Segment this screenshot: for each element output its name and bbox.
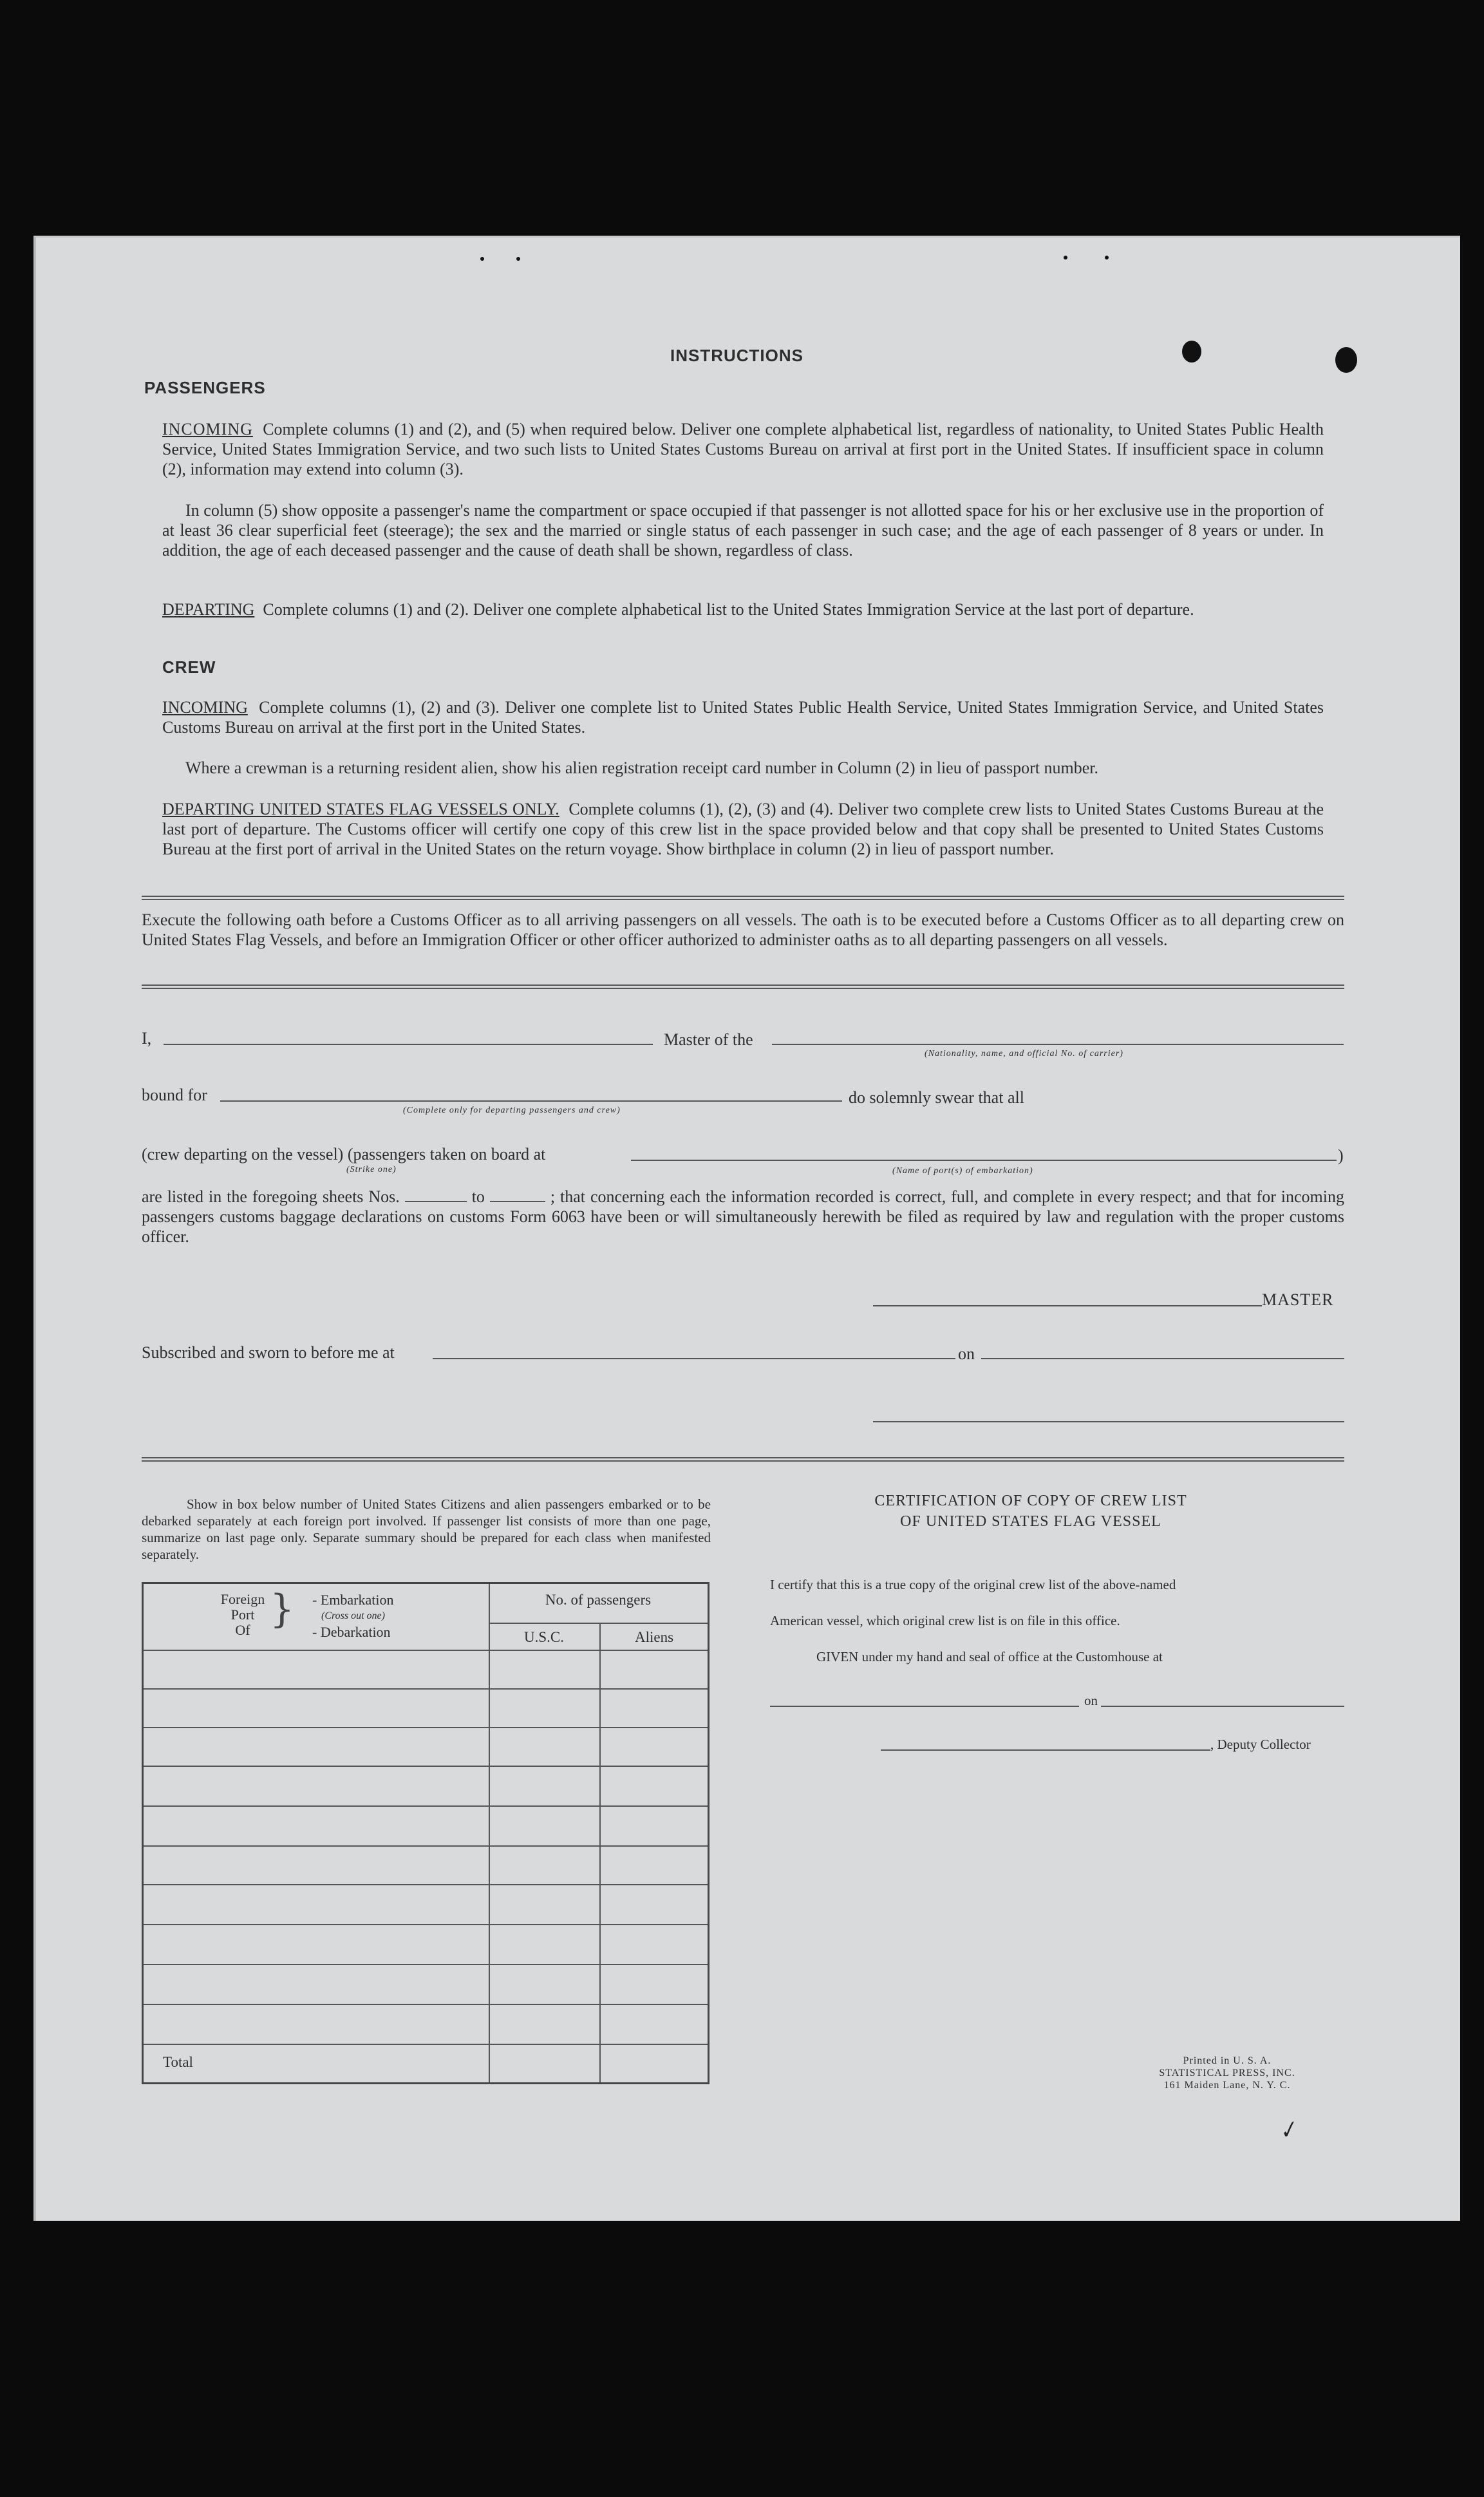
given-text: GIVEN under my hand and seal of office at the Customhouse at [816,1649,1163,1664]
sworn-on-label: on [958,1344,975,1363]
subscribed-label: Subscribed and sworn to before me at [142,1343,395,1362]
pencil-check-mark: ✓ [1275,2116,1301,2145]
sworn-place-field[interactable] [433,1358,955,1359]
header-divider [489,1623,708,1624]
port-caption: (Name of port(s) of embarkation) [892,1166,1033,1176]
listed-rest: ; that concerning each the information recorded is correct, full, and complete in every respect; and that for incoming passengers customs baggage declarations on customs Form 6063 have been or will simultaneously herewith be filed as required by law and regulation with the proper customs officer. [142,1187,1345,1246]
master-of-the-label: Master of the [664,1030,753,1049]
foreign-label: Foreign [220,1591,265,1607]
section-divider [142,896,1344,900]
crew-incoming-text: Complete columns (1), (2) and (3). Deliver one complete list to United States Public Health Service, United States Immigration Service, and United States Customs Bureau on arrival at the first port in the United States. [162,698,1324,737]
total-label: Total [163,2054,193,2070]
section-divider [142,985,1344,989]
table-row [144,1845,708,1847]
table-row [144,1924,708,1925]
brace-icon: } [270,1587,295,1632]
crew-departing-label-oath: (crew departing on the vessel) (passengers taken on board at [142,1145,546,1164]
passengers-incoming-text: Complete columns (1) and (2), and (5) when required below. Deliver one complete alphabetical list, regardless of nationality, to United States Public Health Service, United States Immigration Service, and two such lists to United States Customs Bureau on arrival at first port in the United States. If insufficient space in column (2), information may extend into column (3). [162,420,1324,478]
crew-departing-label: DEPARTING UNITED STATES FLAG VESSELS ONLY. [162,800,559,818]
certification-title-line2: OF UNITED STATES FLAG VESSEL [900,1513,1161,1530]
customhouse-field[interactable] [770,1706,1079,1707]
crew-incoming-label: INCOMING [162,698,248,717]
passengers-departing-text: Complete columns (1) and (2). Deliver one complete alphabetical list to the United States Immigration Service at the last port of departure. [263,600,1194,619]
table-row [144,1650,708,1651]
master-name-field[interactable] [164,1044,653,1045]
column-divider [599,1623,601,2082]
form-sheet [33,236,1460,2221]
crew-resident-paragraph: Where a crewman is a returning resident alien, show his alien registration receipt card number in Column (2) in lieu of passport number. [185,759,1099,777]
printer-line3: 161 Maiden Lane, N. Y. C. [1163,2080,1291,2091]
ink-blot [1335,347,1357,373]
certification-title-line1: CERTIFICATION OF COPY OF CREW LIST [874,1493,1187,1509]
passengers-incoming-paragraph [162,419,1324,479]
oath-i-label: I, [142,1029,152,1048]
speck-mark [1064,256,1067,259]
table-row [144,1964,708,1965]
embarkation-block [312,1592,393,1640]
oath-intro: Execute the following oath before a Customs Officer as to all arriving passengers on all vessels. The oath is to be executed before a Customs Officer as to all departing crew on United States Flag Vessels, and before an Immigration Officer or other officer authorized to administer oaths as to all departing passengers on all vessels. [142,910,1344,949]
page-title: INSTRUCTIONS [670,346,803,365]
swear-label: do solemnly swear that all [849,1088,1024,1107]
printer-line1: Printed in U. S. A. [1183,2055,1272,2066]
table-row [144,2044,708,2045]
printer-imprint [1131,2055,1324,2091]
foreign-port-of-label [217,1592,268,1638]
usc-header: U.S.C. [524,1629,564,1645]
column-divider [489,1584,490,2082]
aliens-header: Aliens [634,1629,674,1645]
listed-start: are listed in the foregoing sheets Nos. [142,1187,400,1206]
crew-departing-text: Complete columns (1), (2), (3) and (4). Deliver two complete crew lists to United States Customs Bureau at the last port of departure. The Customs officer will certify one copy of this crew list in the space provided below and that copy shall be presented to United States Customs Bureau at the first port of arrival in the United States on the return voyage. Show birthplace in column (2) in lieu of passport number. [162,800,1324,858]
master-sig-label: MASTER [1262,1290,1334,1309]
sheet-to-field[interactable] [490,1188,545,1202]
crew-incoming-paragraph [162,697,1324,737]
section-divider [142,1457,1344,1462]
crew-heading: CREW [162,657,216,677]
ink-blot [1182,341,1201,363]
printer-line2: STATISTICAL PRESS, INC. [1159,2068,1295,2078]
crew-departing-paragraph [162,799,1324,859]
cross-out-label: (Cross out one) [321,1610,385,1621]
strike-one-caption: (Strike one) [346,1165,397,1174]
table-row [144,1766,708,1767]
passengers-heading: PASSENGERS [144,378,266,397]
passengers-departing-paragraph [162,599,1324,619]
column5-paragraph: In column (5) show opposite a passenger's name the compartment or space occupied if that passenger is not allotted space for his or her exclusive use in the proportion of at least 36 clear superficial feet (steerage); the sex and the married or single status of each passenger in such case; and the age of each passenger of 8 years or under. In addition, the age of each deceased passenger and the cause of death shall be shown, regardless of class. [162,501,1324,560]
speck-mark [516,257,520,261]
table-row [144,1805,708,1807]
listed-paragraph [142,1187,1344,1247]
table-row [144,1727,708,1728]
master-signature-field[interactable] [873,1305,1262,1306]
american-vessel-text: American vessel, which original crew list is on file in this office. [770,1613,1120,1628]
carrier-field[interactable] [772,1044,1344,1045]
certify-text: I certify that this is a true copy of the original crew list of the above-named [770,1577,1176,1592]
table-row [144,1688,708,1690]
bound-for-field[interactable] [220,1100,842,1102]
table-row [144,1884,708,1885]
embarkation-label: - Embarkation [312,1592,394,1608]
deputy-collector-signature-field[interactable] [881,1749,1210,1751]
no-passengers-header: No. of passengers [545,1592,652,1608]
to-label: to [471,1187,485,1206]
bound-for-label: bound for [142,1086,207,1104]
passengers-incoming-label: INCOMING [162,420,253,438]
of-label: Of [235,1622,250,1638]
passenger-summary-table [142,1582,709,2084]
sheet-from-field[interactable] [405,1188,467,1202]
carrier-caption: (Nationality, name, and official No. of carrier) [925,1049,1123,1059]
passengers-departing-label: DEPARTING [162,600,255,619]
bound-caption: (Complete only for departing passengers and crew) [403,1106,621,1115]
deputy-collector-label: , Deputy Collector [1210,1737,1311,1752]
officer-signature-field[interactable] [873,1421,1344,1422]
cert-on-label: on [1084,1693,1098,1708]
speck-mark [1105,256,1109,259]
cert-date-field[interactable] [1101,1706,1344,1707]
speck-mark [480,257,484,261]
port-label: Port [230,1607,255,1623]
close-paren: ) [1338,1146,1344,1165]
summary-instructions: Show in box below number of United States Citizens and alien passengers embarked or to be debarked separately at each foreign port involved. If passenger list consists of more than one page, summarize on last page only. Separate summary should be prepared for each class when manifested separately. [142,1496,711,1562]
debarkation-label: - Debarkation [312,1624,391,1640]
table-row [144,2004,708,2005]
sworn-date-field[interactable] [981,1358,1344,1359]
embarkation-port-field[interactable] [631,1160,1337,1161]
certification-title [796,1491,1266,1532]
